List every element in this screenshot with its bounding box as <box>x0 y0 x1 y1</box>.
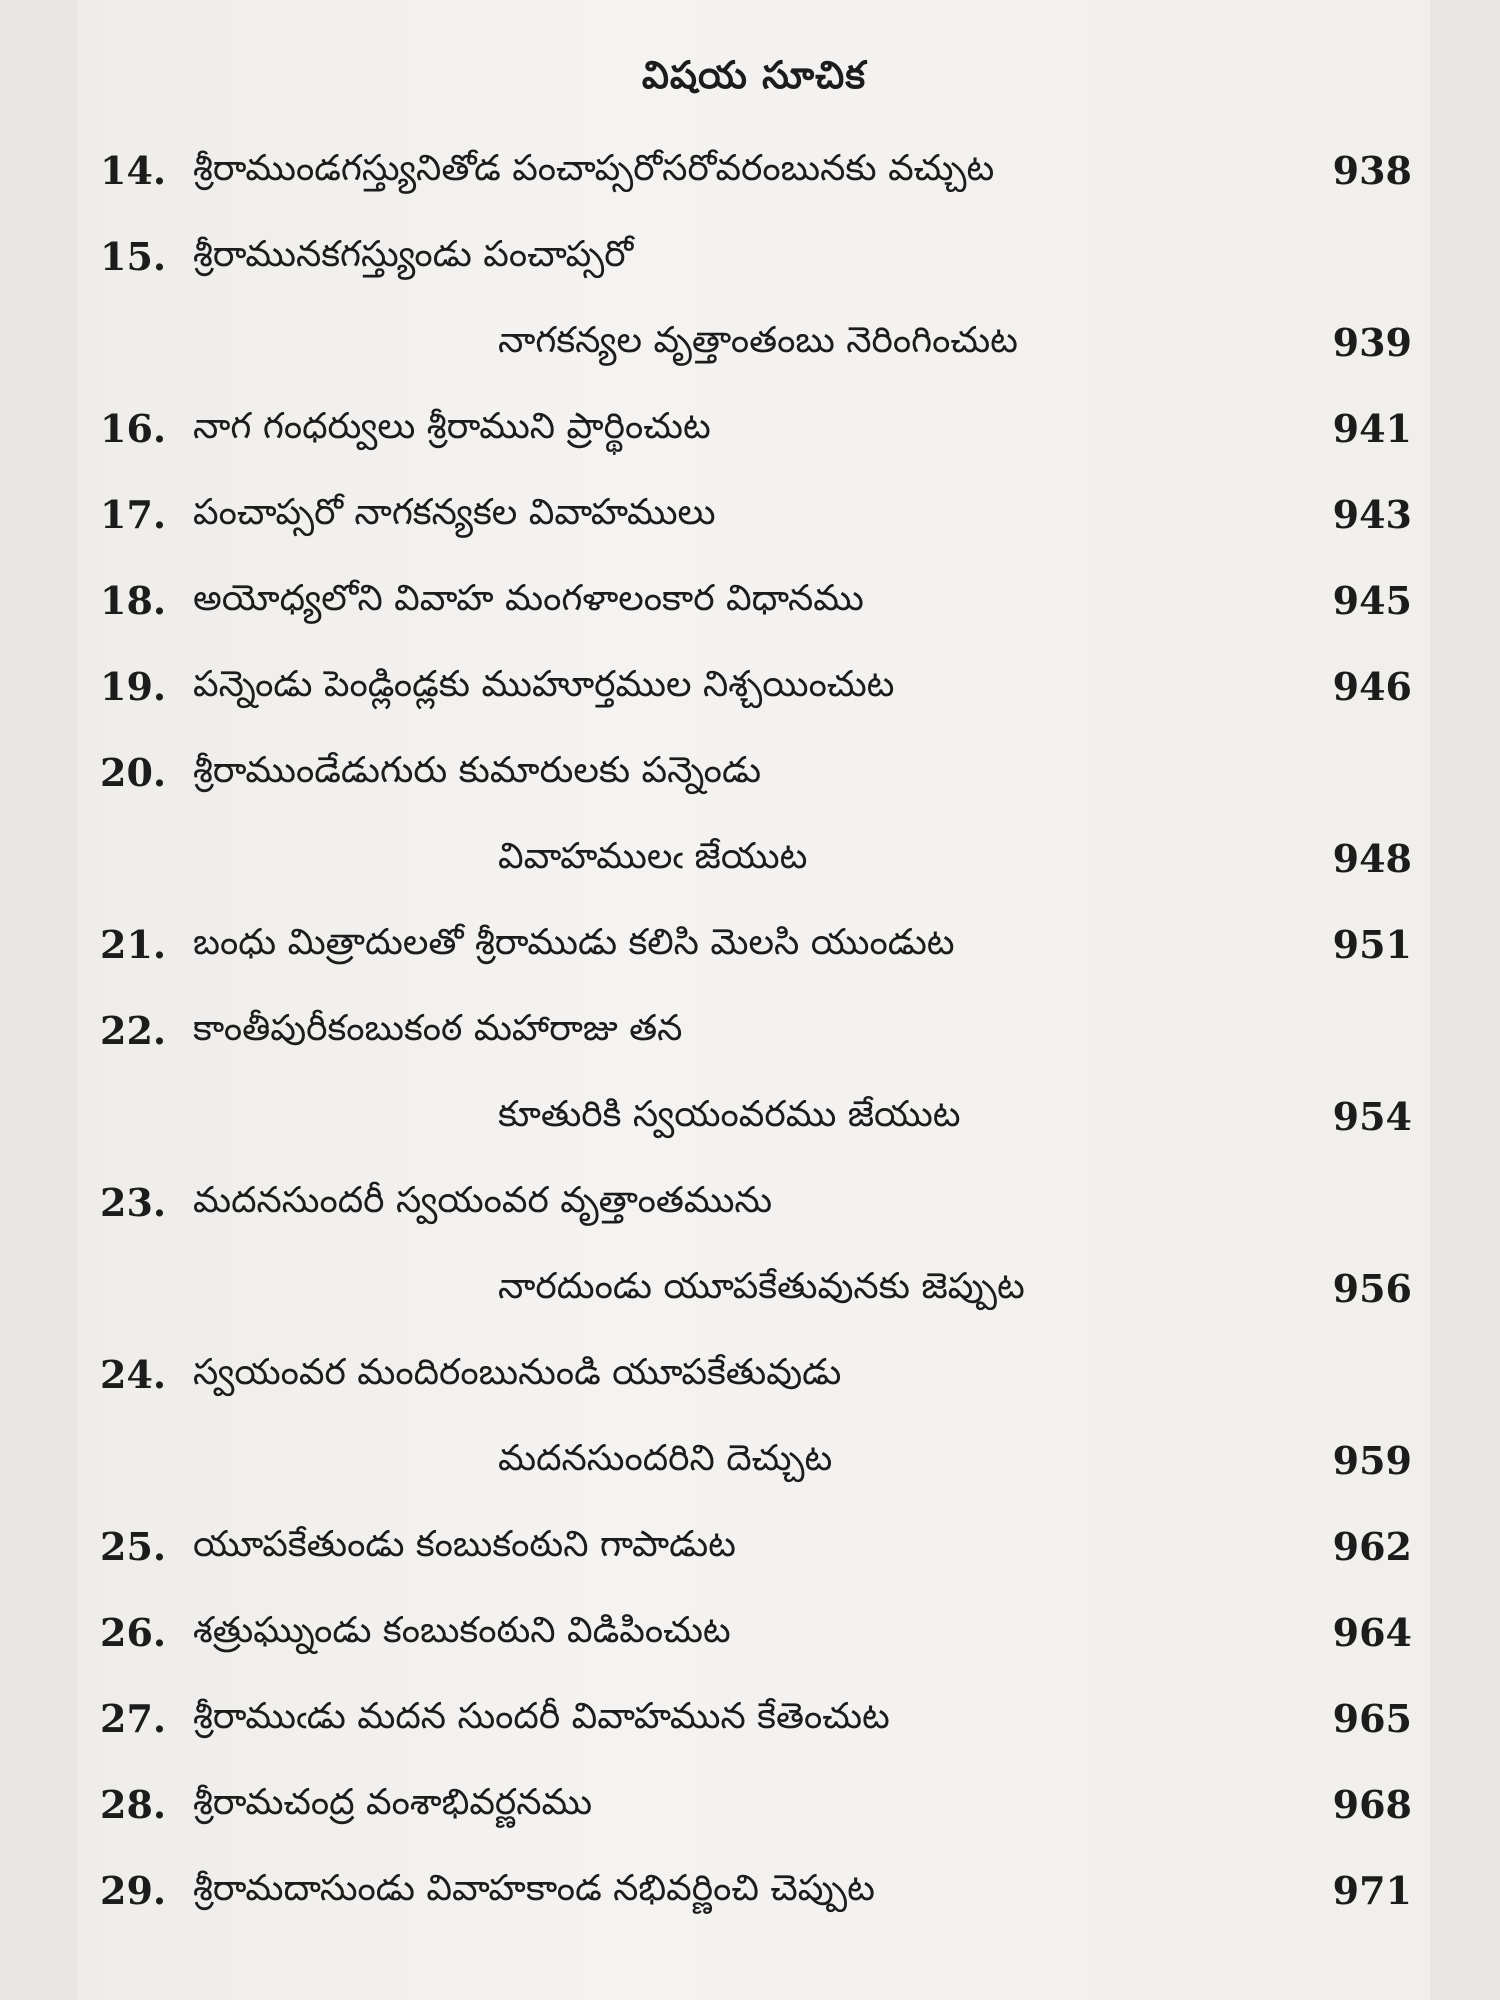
entry-number: 16. <box>100 406 167 451</box>
contents-entry-continuation <box>78 1084 1430 1156</box>
entry-number: 15. <box>100 234 167 279</box>
entry-title: శ్రీరామదాసుండు వివాహకాండ నభివర్ణించి చెప్పుట <box>193 1868 875 1909</box>
entry-title: నాగ గంధర్వులు శ్రీరాముని ప్రార్థించుట <box>193 406 711 447</box>
entry-number: 25. <box>100 1524 167 1569</box>
contents-entry-continuation <box>78 310 1430 382</box>
entry-page-number: 959 <box>1332 1438 1412 1483</box>
entry-number: 21. <box>100 922 167 967</box>
entry-title: అయోధ్యలోని వివాహ మంగళాలంకార విధానము <box>193 578 864 619</box>
contents-entry <box>78 1858 1430 1930</box>
entry-page-number: 964 <box>1332 1610 1412 1655</box>
contents-entry <box>78 482 1430 554</box>
entry-title: కాంతీపురీకంబుకంఠ మహారాజు తన <box>193 1008 683 1049</box>
entry-number: 23. <box>100 1180 167 1225</box>
entry-number: 24. <box>100 1352 167 1397</box>
entry-page-number: 941 <box>1332 406 1412 451</box>
entry-title: శ్రీరామునకగస్త్యుండు పంచాప్సరో <box>193 234 634 275</box>
contents-entry <box>78 138 1430 210</box>
entry-number: 22. <box>100 1008 167 1053</box>
entry-title: వివాహములఁ జేయుట <box>498 836 808 877</box>
contents-entry <box>78 568 1430 640</box>
entry-title: పన్నెండు పెండ్లిండ్లకు ముహూర్తముల నిశ్చయించుట <box>193 664 895 705</box>
entry-page-number: 945 <box>1332 578 1412 623</box>
entry-number: 19. <box>100 664 167 709</box>
entry-title: మదనసుందరీ స్వయంవర వృత్తాంతమును <box>193 1180 773 1221</box>
contents-entry-continuation <box>78 826 1430 898</box>
entry-title: బంధు మిత్రాదులతో శ్రీరాముడు కలిసి మెలసి యుండుట <box>193 922 955 963</box>
contents-entry-continuation <box>78 1256 1430 1328</box>
entry-number: 27. <box>100 1696 167 1741</box>
contents-entry <box>78 1600 1430 1672</box>
entry-number: 28. <box>100 1782 167 1827</box>
entry-title: శ్రీరాముండగస్త్యునితోడ పంచాప్సరోసరోవరంబునకు వచ్చుట <box>193 148 995 189</box>
entry-title: శత్రుఘ్నుండు కంబుకంఠుని విడిపించుట <box>193 1610 731 1651</box>
entry-number: 29. <box>100 1868 167 1913</box>
entry-page-number: 939 <box>1332 320 1412 365</box>
contents-entry <box>78 224 1430 296</box>
entry-page-number: 971 <box>1332 1868 1412 1913</box>
entry-number: 26. <box>100 1610 167 1655</box>
entry-page-number: 951 <box>1332 922 1412 967</box>
entry-title: మదనసుందరిని దెచ్చుట <box>498 1438 833 1479</box>
entry-page-number: 965 <box>1332 1696 1412 1741</box>
entry-number: 18. <box>100 578 167 623</box>
contents-entry <box>78 740 1430 812</box>
contents-entry <box>78 1772 1430 1844</box>
contents-entry <box>78 1514 1430 1586</box>
contents-entry <box>78 654 1430 726</box>
entry-title: కూతురికి స్వయంవరము జేయుట <box>498 1094 961 1135</box>
contents-entry <box>78 912 1430 984</box>
entry-number: 14. <box>100 148 167 193</box>
entry-page-number: 954 <box>1332 1094 1412 1139</box>
contents-entry <box>78 1342 1430 1414</box>
entry-page-number: 962 <box>1332 1524 1412 1569</box>
entry-title: శ్రీరాముండేడుగురు కుమారులకు పన్నెండు <box>193 750 762 791</box>
entry-title: శ్రీరామచంద్ర వంశాభివర్ణనము <box>193 1782 593 1823</box>
entry-page-number: 946 <box>1332 664 1412 709</box>
entry-title: నారదుండు యూపకేతువునకు జెప్పుట <box>498 1266 1025 1307</box>
contents-entry-continuation <box>78 1428 1430 1500</box>
entry-title: స్వయంవర మందిరంబునుండి యూపకేతువుడు <box>193 1352 842 1393</box>
entry-page-number: 943 <box>1332 492 1412 537</box>
entry-number: 20. <box>100 750 167 795</box>
entry-page-number: 968 <box>1332 1782 1412 1827</box>
entry-page-number: 938 <box>1332 148 1412 193</box>
book-page <box>78 0 1430 2000</box>
entry-page-number: 956 <box>1332 1266 1412 1311</box>
entry-title: పంచాప్సరో నాగకన్యకల వివాహములు <box>193 492 716 533</box>
entry-title: శ్రీరాముఁడు మదన సుందరీ వివాహమున కేతెంచుట <box>193 1696 890 1737</box>
contents-entry <box>78 1170 1430 1242</box>
contents-entry <box>78 998 1430 1070</box>
contents-entry <box>78 396 1430 468</box>
page-title: విషయ సూచిక <box>641 52 867 97</box>
contents-entry <box>78 1686 1430 1758</box>
entry-title: నాగకన్యల వృత్తాంతంబు నెరింగించుట <box>498 320 1018 361</box>
entry-page-number: 948 <box>1332 836 1412 881</box>
entry-number: 17. <box>100 492 167 537</box>
entry-title: యూపకేతుండు కంబుకంఠుని గాపాడుట <box>193 1524 736 1565</box>
